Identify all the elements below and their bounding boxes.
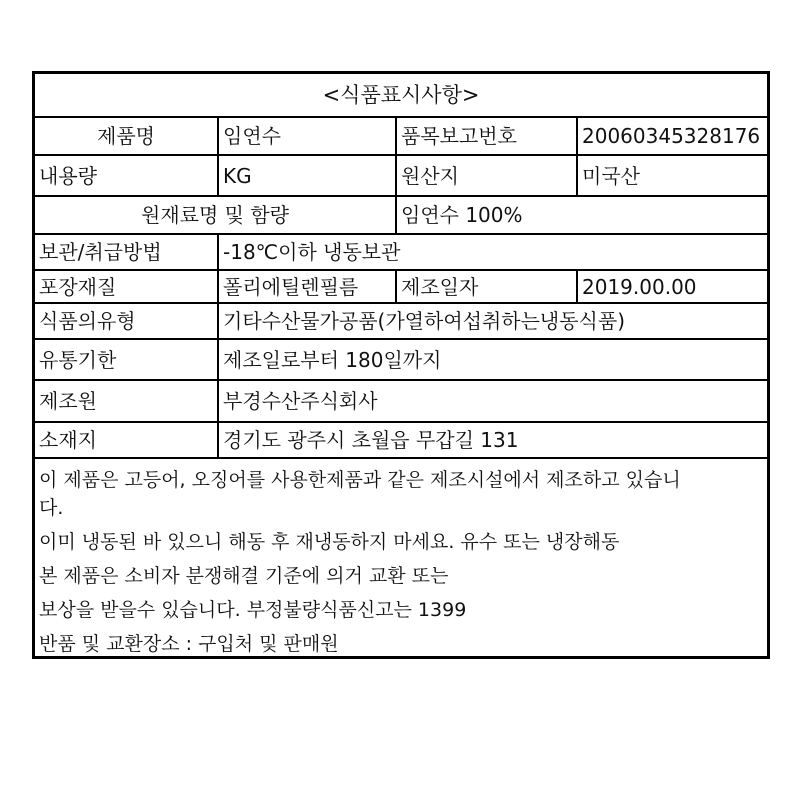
label-title: <식품표시사항> xyxy=(35,74,767,117)
row-storage xyxy=(35,234,767,270)
report-no-value: 20060345328176 xyxy=(577,117,767,155)
ingredients-label: 원재료명 및 함량 xyxy=(35,196,396,234)
row-manufacturer xyxy=(35,380,767,422)
expiry-value: 제조일로부터 180일까지 xyxy=(218,339,767,380)
food-type-value: 기타수산물가공품(가열하여섭취하는냉동식품) xyxy=(218,303,767,339)
mfg-date-value: 2019.00.00 xyxy=(577,270,767,303)
notice-line: 본 제품은 소비자 분쟁해결 기준에 의거 교환 또는 xyxy=(39,565,449,587)
notice-line: 다. xyxy=(39,497,64,519)
product-name-label: 제품명 xyxy=(35,117,218,155)
row-ingredients xyxy=(35,196,767,234)
ingredients-value: 임연수 100% xyxy=(396,196,767,234)
product-name-value: 임연수 xyxy=(218,117,396,155)
content-value: KG xyxy=(218,155,396,196)
title-row xyxy=(35,74,767,117)
row-product-name xyxy=(35,117,767,155)
manufacturer-value: 부경수산주식회사 xyxy=(218,380,767,422)
notice-line: 이미 냉동된 바 있으니 해동 후 재냉동하지 마세요. 유수 또는 냉장해동 xyxy=(39,531,620,553)
report-no-label: 품목보고번호 xyxy=(396,117,577,155)
row-packaging xyxy=(35,270,767,303)
origin-value: 미국산 xyxy=(577,155,767,196)
notice-text xyxy=(35,459,767,665)
label-table xyxy=(35,74,767,459)
packaging-label: 포장재질 xyxy=(35,270,218,303)
content-label: 내용량 xyxy=(35,155,218,196)
address-label: 소재지 xyxy=(35,422,218,458)
manufacturer-label: 제조원 xyxy=(35,380,218,422)
row-food-type xyxy=(35,303,767,339)
origin-label: 원산지 xyxy=(396,155,577,196)
food-type-label: 식품의유형 xyxy=(35,303,218,339)
row-content xyxy=(35,155,767,196)
packaging-value: 폴리에틸렌필름 xyxy=(218,270,396,303)
food-label xyxy=(32,71,770,659)
notice-line: 보상을 받을수 있습니다. 부정불량식품신고는 1399 xyxy=(39,599,467,621)
row-address xyxy=(35,422,767,458)
storage-label: 보관/취급방법 xyxy=(35,234,218,270)
address-value: 경기도 광주시 초월읍 무갑길 131 xyxy=(218,422,767,458)
row-expiry xyxy=(35,339,767,380)
mfg-date-label: 제조일자 xyxy=(396,270,577,303)
notice-line: 반품 및 교환장소 : 구입처 및 판매원 xyxy=(39,633,339,655)
notice-line: 이 제품은 고등어, 오징어를 사용한제품과 같은 제조시설에서 제조하고 있습니 xyxy=(39,469,681,491)
storage-value: -18℃이하 냉동보관 xyxy=(218,234,767,270)
expiry-label: 유통기한 xyxy=(35,339,218,380)
